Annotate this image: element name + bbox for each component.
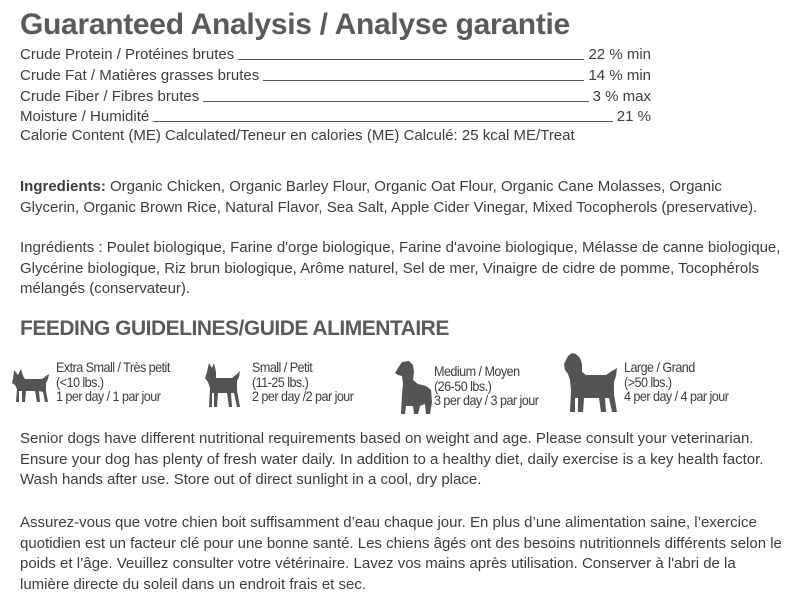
analysis-value: 14 % min <box>588 67 651 84</box>
leader-line <box>203 101 588 102</box>
ingredients-fr: Ingrédients : Poulet biologique, Farine d'orge biologique, Farine d'avoine biologique, Mélasse de canne biologique, Glycérine biologique, Riz brun biologique, Arôme naturel, Sel de mer, Vinaigre de cidre de pomme, Tocophérols mélangés (conservateur). <box>20 239 781 297</box>
feeding-item-large <box>560 350 780 418</box>
analysis-row-fat <box>20 65 651 85</box>
analysis-value: 21 % <box>616 108 651 125</box>
analysis-row-moisture <box>20 106 651 126</box>
analysis-value: 22 % min <box>588 46 651 63</box>
dog-size-weight: (<10 lbs.) <box>56 373 104 390</box>
feeding-guidelines-heading: FEEDING GUIDELINES/GUIDE ALIMENTAIRE <box>20 317 449 340</box>
leader-line <box>153 121 613 122</box>
analysis-value: 3 % max <box>592 88 651 105</box>
feeding-item-medium <box>392 356 582 418</box>
medium-dog-icon <box>394 358 434 416</box>
extra-small-dog-icon <box>10 366 52 406</box>
ingredients-label: Ingredients: <box>20 178 106 195</box>
guaranteed-analysis-title: Guaranteed Analysis / Analyse garantie <box>20 8 570 41</box>
dog-size-name: Large / Grand <box>624 359 695 375</box>
dog-size-name: Extra Small / Très petit <box>56 359 170 375</box>
feeding-item-extra-small <box>8 356 198 416</box>
ingredients-en-text: Organic Chicken, Organic Barley Flour, Organic Oat Flour, Organic Cane Molasses, Organic Glycerin, Organic Brown Rice, Natural Flavor, Sea Salt, Apple Cider Vinegar, Mixed Tocopherols (preservative). <box>20 178 758 216</box>
dog-size-amount: 1 per day / 1 par jour <box>56 388 161 404</box>
ingredients-en <box>20 177 782 218</box>
analysis-label: Crude Protein / Protéines brutes <box>20 46 235 63</box>
large-dog-icon <box>562 350 622 416</box>
analysis-label: Crude Fiber / Fibres brutes <box>20 88 200 105</box>
dog-size-amount: 3 per day / 3 par jour <box>434 392 539 408</box>
small-dog-icon <box>202 360 246 412</box>
notes-fr: Assurez-vous que votre chien boit suffisamment d’eau chaque jour. En plus d’une alimentation saine, l’exercice quotidien est un facteur clé pour une bonne santé. Les chiens âgés ont des besoins nutritionnels différents selon le poids et l’âge. Veuillez consulter votre vétérinaire. Lavez vos mains après utilisation. Conserver à l'abri de la lumière directe du soleil dans un endroit frais et sec. <box>20 514 782 593</box>
dog-size-weight: (26-50 lbs.) <box>434 377 492 394</box>
leader-line <box>263 80 584 81</box>
analysis-row-fiber <box>20 86 651 106</box>
dog-size-amount: 4 per day / 4 par jour <box>624 388 729 404</box>
notes-en: Senior dogs have different nutritional requirements based on weight and age. Please consult your veterinarian. Ensure your dog has plenty of fresh water daily. In addition to a healthy diet, daily exercise is a key health factor. Wash hands after use. Store out of direct sunlight in a cool, dry place. <box>20 430 764 488</box>
dog-size-amount: 2 per day /2 par jour <box>252 388 354 404</box>
analysis-label: Moisture / Humidité <box>20 108 150 125</box>
dog-size-name: Medium / Moyen <box>434 363 520 379</box>
dog-size-name: Small / Petit <box>252 359 313 375</box>
dog-size-weight: (11-25 lbs.) <box>252 373 309 390</box>
analysis-label: Crude Fat / Matières grasses brutes <box>20 67 260 84</box>
dog-size-weight: (>50 lbs.) <box>624 373 672 390</box>
feeding-item-small <box>200 356 390 416</box>
leader-line <box>238 59 584 60</box>
analysis-row-protein <box>20 44 651 64</box>
calorie-content: Calorie Content (ME) Calculated/Teneur en calories (ME) Calculé: 25 kcal ME/Treat <box>20 127 575 144</box>
